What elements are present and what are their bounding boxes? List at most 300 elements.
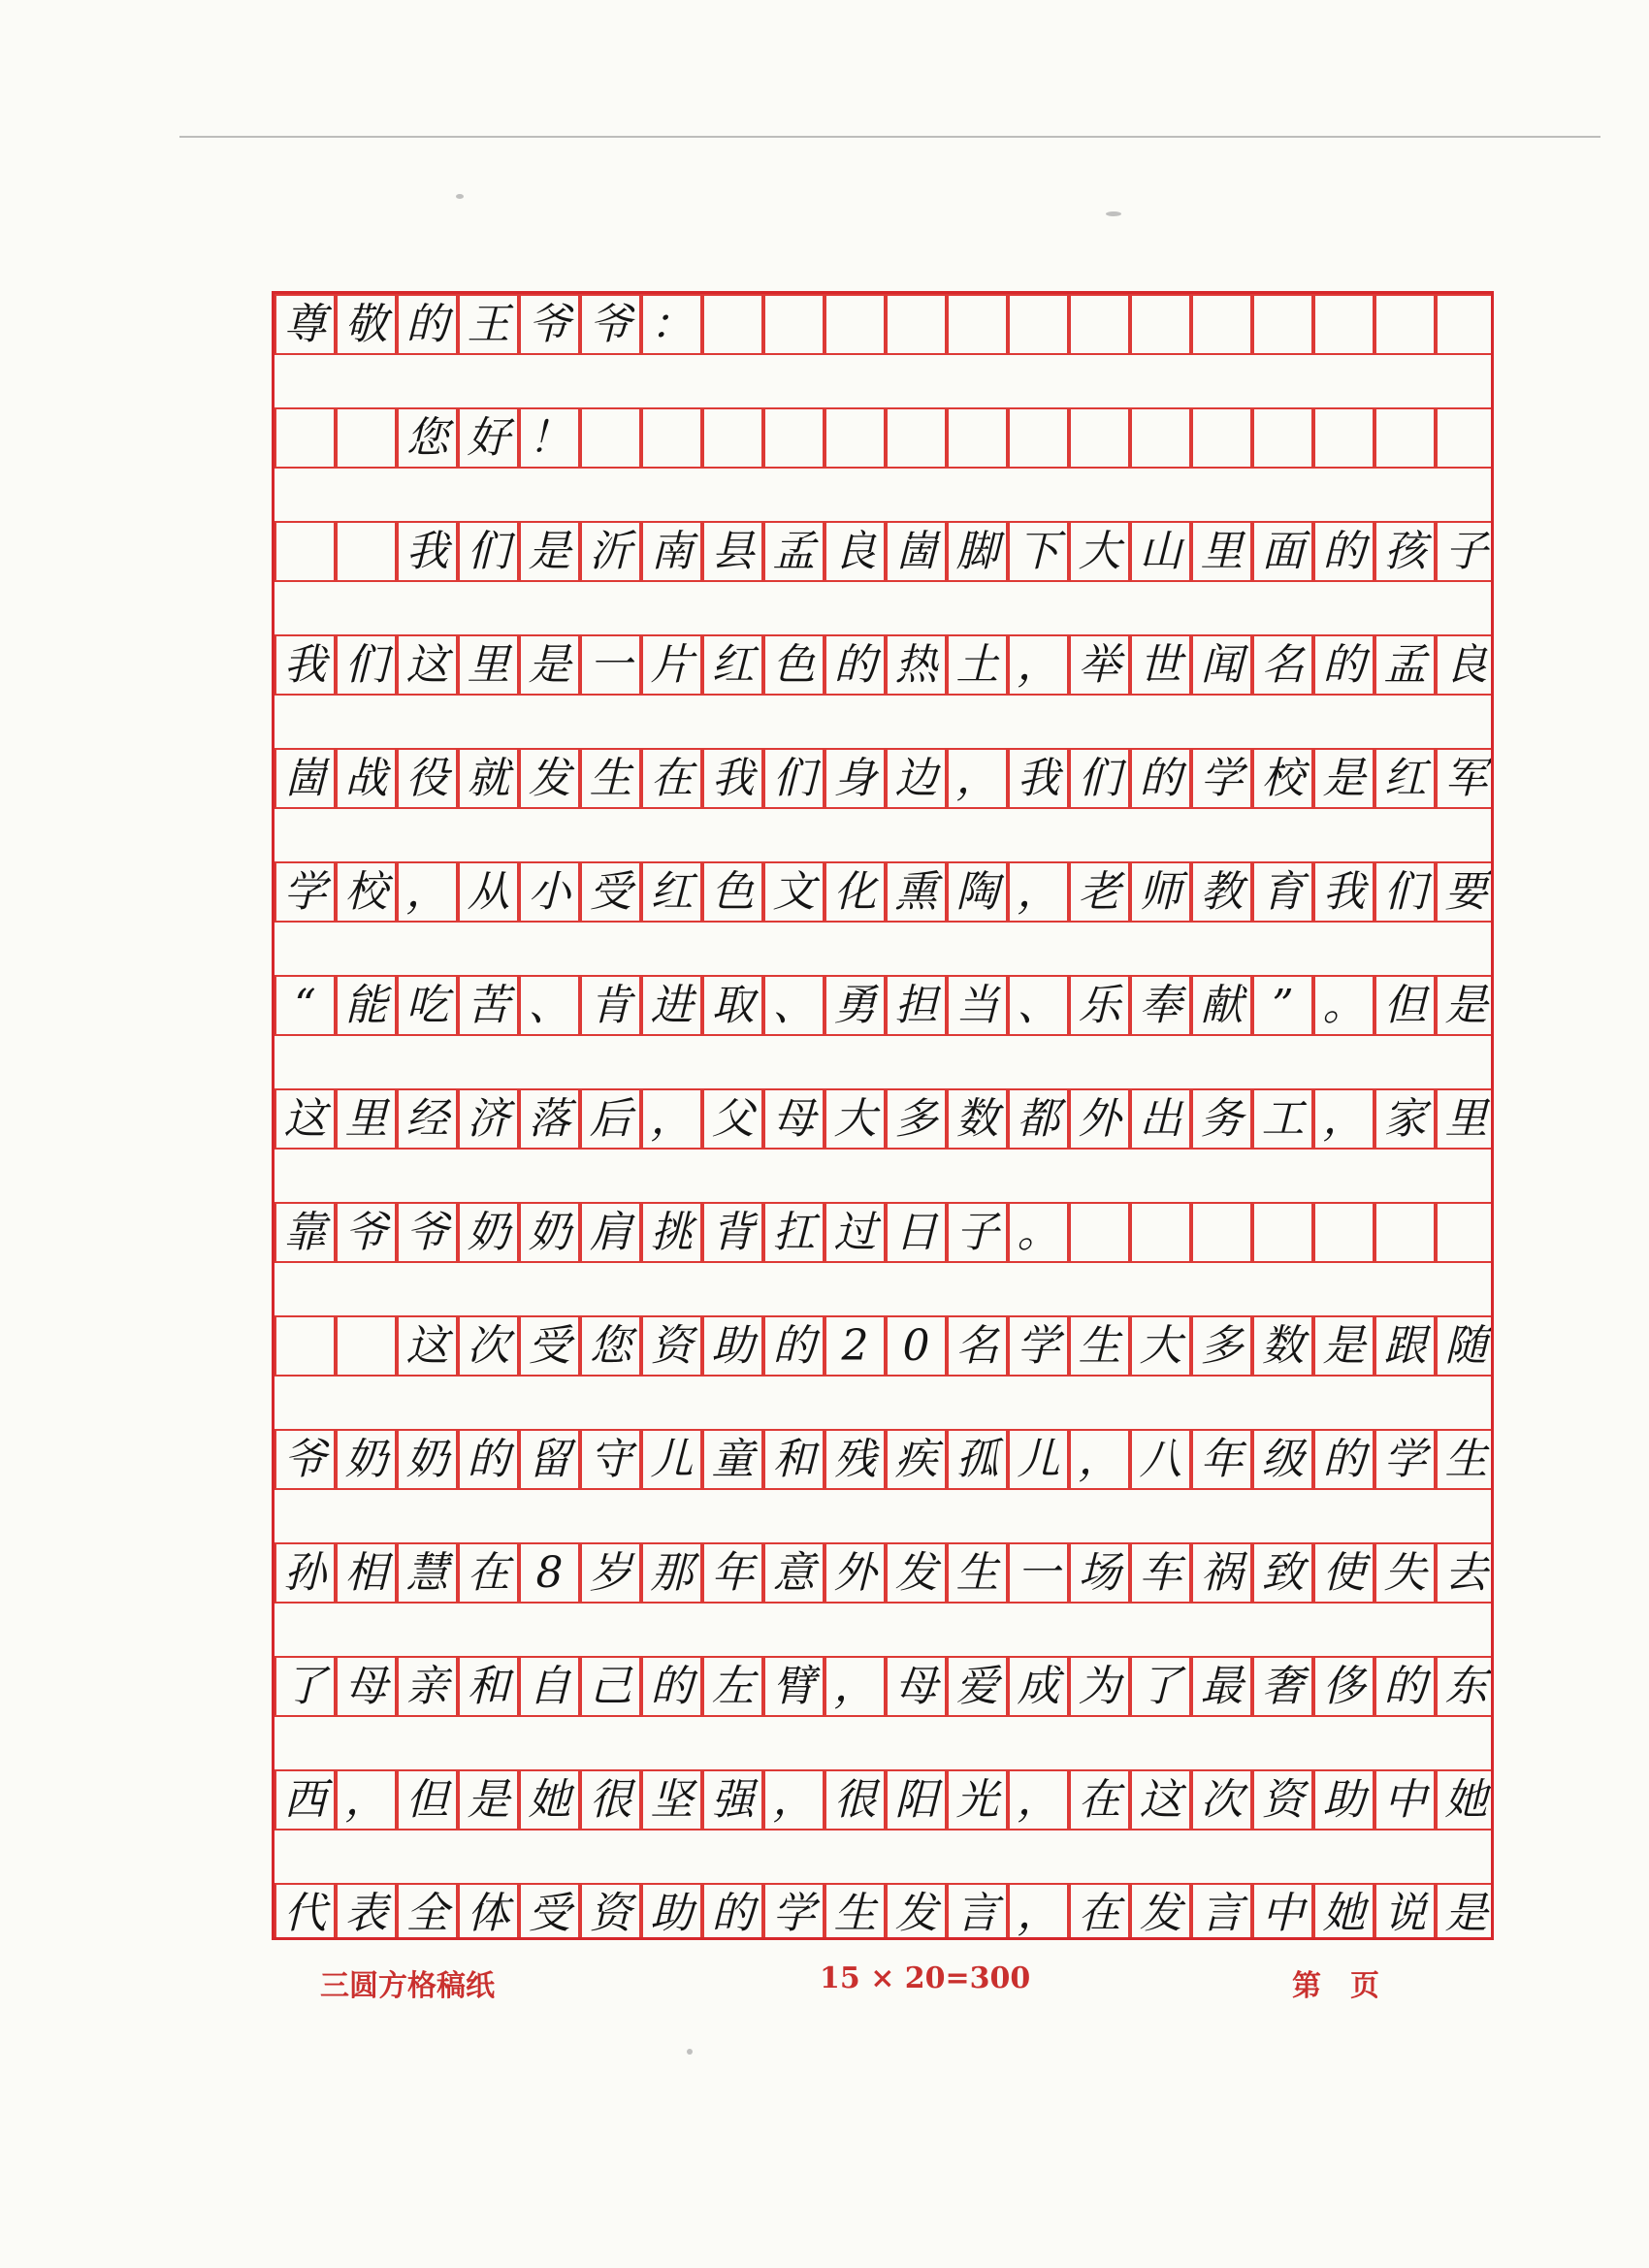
grid-cell [886, 407, 947, 469]
grid-cell: 文 [763, 861, 824, 923]
grid-cell: 名 [1252, 634, 1313, 696]
grid-cell: 的 [763, 1315, 824, 1377]
grid-cell: 勇 [824, 975, 886, 1036]
grid-cell: 、 [763, 975, 824, 1036]
grid-cell: 了 [1130, 1656, 1191, 1717]
grid-cell: 红 [641, 861, 702, 923]
grid-cell: ， [1069, 1429, 1130, 1490]
grid-cell: 中 [1252, 1883, 1313, 1940]
grid-cell: 孤 [947, 1429, 1008, 1490]
grid-cell: 失 [1374, 1542, 1436, 1604]
grid-cell [1069, 407, 1130, 469]
grid-cell: 化 [824, 861, 886, 923]
grid-cell: 学 [1374, 1429, 1436, 1490]
grid-cell: 臂 [763, 1656, 824, 1717]
grid-cell: ， [1008, 861, 1069, 923]
grid-spec-label: 15 × 20=300 [820, 1961, 1031, 1995]
grid-cell: 言 [1191, 1883, 1252, 1940]
grid-cell: 守 [580, 1429, 641, 1490]
grid-cell: 身 [824, 748, 886, 809]
grid-cell: 苦 [458, 975, 519, 1036]
grid-cell: 相 [336, 1542, 397, 1604]
grid-cell [1313, 407, 1374, 469]
grid-cell: 侈 [1313, 1656, 1374, 1717]
grid-cell: 她 [1313, 1883, 1374, 1940]
grid-cell: 要 [1436, 861, 1494, 923]
grid-cell: 、 [519, 975, 580, 1036]
grid-cell: 祸 [1191, 1542, 1252, 1604]
grid-cell: 生 [1436, 1429, 1494, 1490]
grid-cell: ！ [519, 407, 580, 469]
grid-cell: 爱 [947, 1656, 1008, 1717]
grid-cell: 孙 [275, 1542, 336, 1604]
grid-cell: 生 [1069, 1315, 1130, 1377]
grid-cell: 育 [1252, 861, 1313, 923]
grid-cell: 是 [519, 521, 580, 582]
grid-cell: 崮 [275, 748, 336, 809]
grid-cell: 热 [886, 634, 947, 696]
grid-cell: 很 [824, 1769, 886, 1831]
grid-cell: 们 [1069, 748, 1130, 809]
grid-cell: 色 [702, 861, 763, 923]
grid-cell: 爷 [580, 294, 641, 355]
grid-cell: 敬 [336, 294, 397, 355]
grid-cell: 级 [1252, 1429, 1313, 1490]
grid-cell: 奶 [397, 1429, 458, 1490]
grid-cell [1069, 294, 1130, 355]
grid-cell: 多 [886, 1088, 947, 1150]
grid-cell: 尊 [275, 294, 336, 355]
grid-cell: 西 [275, 1769, 336, 1831]
grid-cell: ， [336, 1769, 397, 1831]
grid-cell: 她 [1436, 1769, 1494, 1831]
grid-cell: 边 [886, 748, 947, 809]
grid-cell [1374, 294, 1436, 355]
grid-cell: 跟 [1374, 1315, 1436, 1377]
grid-cell: 校 [336, 861, 397, 923]
grid-cell: 后 [580, 1088, 641, 1150]
grid-cell [1130, 407, 1191, 469]
grid-cell: 助 [641, 1883, 702, 1940]
grid-cell: 王 [458, 294, 519, 355]
grid-cell: 孩 [1374, 521, 1436, 582]
grid-cell: 慧 [397, 1542, 458, 1604]
grid-cell [580, 407, 641, 469]
grid-cell: 务 [1191, 1088, 1252, 1150]
grid-cell: 孟 [763, 521, 824, 582]
grid-cell: 随 [1436, 1315, 1494, 1377]
grid-cell: 资 [641, 1315, 702, 1377]
grid-cell: 数 [1252, 1315, 1313, 1377]
grid-cell: 肩 [580, 1202, 641, 1263]
grid-cell: 奶 [458, 1202, 519, 1263]
grid-cell: 这 [397, 634, 458, 696]
grid-cell: 落 [519, 1088, 580, 1150]
grid-cell: 场 [1069, 1542, 1130, 1604]
grid-cell: 强 [702, 1769, 763, 1831]
grid-cell: 说 [1374, 1883, 1436, 1940]
scan-top-edge [179, 136, 1600, 138]
grid-cell: 的 [1313, 634, 1374, 696]
scan-speck [687, 2049, 693, 2055]
manuscript-grid [272, 291, 1494, 1940]
grid-cell: 8 [519, 1542, 580, 1604]
grid-cell: 发 [1130, 1883, 1191, 1940]
grid-cell: 年 [702, 1542, 763, 1604]
grid-cell: 的 [824, 634, 886, 696]
grid-cell [763, 294, 824, 355]
grid-cell: 亲 [397, 1656, 458, 1717]
grid-cell: 良 [824, 521, 886, 582]
grid-cell: 您 [397, 407, 458, 469]
grid-cell [1436, 1202, 1494, 1263]
grid-cell: 子 [947, 1202, 1008, 1263]
grid-cell [886, 294, 947, 355]
grid-cell: 和 [763, 1429, 824, 1490]
grid-cell: 世 [1130, 634, 1191, 696]
grid-cell: 老 [1069, 861, 1130, 923]
grid-cell: 、 [1008, 975, 1069, 1036]
grid-cell: “ [275, 975, 336, 1036]
grid-cell: 是 [1436, 975, 1494, 1036]
grid-cell: 儿 [641, 1429, 702, 1490]
grid-cell: 闻 [1191, 634, 1252, 696]
grid-cell: ， [1008, 634, 1069, 696]
grid-cell: 挑 [641, 1202, 702, 1263]
grid-cell: ” [1252, 975, 1313, 1036]
grid-cell: 使 [1313, 1542, 1374, 1604]
grid-cell: 教 [1191, 861, 1252, 923]
grid-cell: 出 [1130, 1088, 1191, 1150]
grid-cell: 是 [1313, 748, 1374, 809]
grid-cell: 取 [702, 975, 763, 1036]
grid-cell: 一 [1008, 1542, 1069, 1604]
grid-cell: 这 [397, 1315, 458, 1377]
grid-cell: 在 [458, 1542, 519, 1604]
grid-cell: 红 [702, 634, 763, 696]
grid-cell: 里 [1436, 1088, 1494, 1150]
grid-cell: 就 [458, 748, 519, 809]
grid-cell: 校 [1252, 748, 1313, 809]
grid-cell: 名 [947, 1315, 1008, 1377]
grid-cell: 扛 [763, 1202, 824, 1263]
grid-cell: 发 [519, 748, 580, 809]
grid-cell [336, 1315, 397, 1377]
grid-cell: 学 [1008, 1315, 1069, 1377]
grid-cell: 里 [336, 1088, 397, 1150]
grid-cell: 2 [824, 1315, 886, 1377]
grid-cell: 母 [763, 1088, 824, 1150]
grid-cell: 举 [1069, 634, 1130, 696]
grid-cell [1008, 407, 1069, 469]
grid-cell: 很 [580, 1769, 641, 1831]
grid-cell: 的 [1130, 748, 1191, 809]
grid-cell: 工 [1252, 1088, 1313, 1150]
grid-cell: 能 [336, 975, 397, 1036]
grid-cell: 己 [580, 1656, 641, 1717]
grid-cell: 里 [1191, 521, 1252, 582]
grid-cell: 我 [275, 634, 336, 696]
grid-cell: 次 [1191, 1769, 1252, 1831]
grid-cell [1069, 1202, 1130, 1263]
grid-cell [947, 294, 1008, 355]
grid-cell: 奶 [336, 1429, 397, 1490]
grid-cell: 大 [1069, 521, 1130, 582]
grid-cell: 爷 [397, 1202, 458, 1263]
grid-cell: 自 [519, 1656, 580, 1717]
grid-cell: 受 [519, 1883, 580, 1940]
grid-cell: 体 [458, 1883, 519, 1940]
grid-cell: 母 [886, 1656, 947, 1717]
grid-cell [1436, 294, 1494, 355]
grid-cell: 的 [641, 1656, 702, 1717]
grid-cell: 我 [1008, 748, 1069, 809]
grid-cell: 那 [641, 1542, 702, 1604]
grid-cell: 助 [702, 1315, 763, 1377]
grid-cell [702, 294, 763, 355]
grid-cell: 日 [886, 1202, 947, 1263]
grid-cell: 母 [336, 1656, 397, 1717]
grid-cell: 担 [886, 975, 947, 1036]
grid-cell: 沂 [580, 521, 641, 582]
grid-cell: 靠 [275, 1202, 336, 1263]
grid-cell: 战 [336, 748, 397, 809]
paper-name-label: 三圆方格稿纸 [320, 1969, 495, 2003]
grid-cell: 背 [702, 1202, 763, 1263]
grid-cell: 助 [1313, 1769, 1374, 1831]
grid-cell: 车 [1130, 1542, 1191, 1604]
grid-cell [1436, 407, 1494, 469]
grid-cell: 儿 [1008, 1429, 1069, 1490]
grid-cell: ， [947, 748, 1008, 809]
grid-cell: 外 [824, 1542, 886, 1604]
grid-cell: 年 [1191, 1429, 1252, 1490]
grid-cell: 是 [1436, 1883, 1494, 1940]
grid-cell [336, 407, 397, 469]
grid-cell: 过 [824, 1202, 886, 1263]
grid-cell: 生 [947, 1542, 1008, 1604]
grid-cell: 役 [397, 748, 458, 809]
grid-cell: 光 [947, 1769, 1008, 1831]
grid-cell: 爷 [275, 1429, 336, 1490]
grid-cell: 面 [1252, 521, 1313, 582]
grid-cell: 奉 [1130, 975, 1191, 1036]
grid-cell: 了 [275, 1656, 336, 1717]
grid-cell: 当 [947, 975, 1008, 1036]
grid-cell: 是 [519, 634, 580, 696]
grid-cell: 师 [1130, 861, 1191, 923]
grid-cell: 全 [397, 1883, 458, 1940]
grid-cell [1252, 1202, 1313, 1263]
grid-cell: 和 [458, 1656, 519, 1717]
grid-cell: 东 [1436, 1656, 1494, 1717]
grid-cell: 意 [763, 1542, 824, 1604]
grid-cell: 资 [580, 1883, 641, 1940]
grid-cell: ， [1008, 1883, 1069, 1940]
grid-cell [336, 521, 397, 582]
grid-cell [702, 407, 763, 469]
grid-cell: 学 [1191, 748, 1252, 809]
grid-cell [1252, 294, 1313, 355]
grid-cell [275, 407, 336, 469]
grid-cell: 最 [1191, 1656, 1252, 1717]
grid-cell: 军 [1436, 748, 1494, 809]
grid-cell: ， [1008, 1769, 1069, 1831]
grid-cell: 发 [886, 1542, 947, 1604]
grid-cell: 在 [641, 748, 702, 809]
grid-cell: 。 [1313, 975, 1374, 1036]
grid-cell: 经 [397, 1088, 458, 1150]
scan-speck [1106, 211, 1121, 216]
grid-cell: 表 [336, 1883, 397, 1940]
grid-cell: 生 [580, 748, 641, 809]
grid-cell: 大 [824, 1088, 886, 1150]
grid-cell: 残 [824, 1429, 886, 1490]
grid-cell: 八 [1130, 1429, 1191, 1490]
grid-cell: 去 [1436, 1542, 1494, 1604]
grid-cell: 童 [702, 1429, 763, 1490]
grid-cell: 县 [702, 521, 763, 582]
grid-cell: 小 [519, 861, 580, 923]
grid-cell: 片 [641, 634, 702, 696]
grid-cell: 受 [519, 1315, 580, 1377]
grid-cell [641, 407, 702, 469]
grid-cell: 您 [580, 1315, 641, 1377]
grid-cell: 外 [1069, 1088, 1130, 1150]
grid-cell: 的 [397, 294, 458, 355]
grid-cell: 乐 [1069, 975, 1130, 1036]
grid-cell [1191, 294, 1252, 355]
grid-cell: 们 [1374, 861, 1436, 923]
grid-cell: 们 [763, 748, 824, 809]
grid-cell: 红 [1374, 748, 1436, 809]
grid-cell: 成 [1008, 1656, 1069, 1717]
grid-cell: 多 [1191, 1315, 1252, 1377]
grid-cell: 奢 [1252, 1656, 1313, 1717]
grid-cell [1374, 407, 1436, 469]
grid-cell: 左 [702, 1656, 763, 1717]
grid-cell: 致 [1252, 1542, 1313, 1604]
grid-cell: 生 [824, 1883, 886, 1940]
grid-cell: 崮 [886, 521, 947, 582]
grid-cell: 代 [275, 1883, 336, 1940]
grid-cell: 学 [275, 861, 336, 923]
grid-cell: 中 [1374, 1769, 1436, 1831]
grid-cell: 济 [458, 1088, 519, 1150]
grid-cell: ， [641, 1088, 702, 1150]
grid-cell: 我 [1313, 861, 1374, 923]
grid-cell [1191, 1202, 1252, 1263]
grid-cell: 奶 [519, 1202, 580, 1263]
grid-cell: 的 [1313, 521, 1374, 582]
grid-cell: 一 [580, 634, 641, 696]
page-number-label: 第 页 [1292, 1969, 1379, 2003]
grid-cell: 学 [763, 1883, 824, 1940]
grid-cell [275, 521, 336, 582]
grid-cell: ： [641, 294, 702, 355]
grid-cell: 脚 [947, 521, 1008, 582]
grid-cell [763, 407, 824, 469]
grid-cell: 大 [1130, 1315, 1191, 1377]
grid-cell: 孟 [1374, 634, 1436, 696]
scan-speck [456, 194, 464, 199]
grid-cell: 色 [763, 634, 824, 696]
grid-cell: ， [824, 1656, 886, 1717]
grid-cell: 数 [947, 1088, 1008, 1150]
grid-cell: 进 [641, 975, 702, 1036]
grid-cell: 0 [886, 1315, 947, 1377]
grid-cell: 是 [1313, 1315, 1374, 1377]
grid-cell: 我 [397, 521, 458, 582]
grid-cell [1313, 294, 1374, 355]
grid-cell [1191, 407, 1252, 469]
grid-cell: 家 [1374, 1088, 1436, 1150]
grid-cell: 熏 [886, 861, 947, 923]
grid-cell: 资 [1252, 1769, 1313, 1831]
grid-cell: 为 [1069, 1656, 1130, 1717]
grid-cell: 发 [886, 1883, 947, 1940]
grid-cell: 言 [947, 1883, 1008, 1940]
grid-cell: 的 [702, 1883, 763, 1940]
grid-cell: 里 [458, 634, 519, 696]
grid-cell [1130, 1202, 1191, 1263]
grid-cell: 爷 [336, 1202, 397, 1263]
grid-cell: 我 [702, 748, 763, 809]
grid-cell [1374, 1202, 1436, 1263]
grid-cell: 爷 [519, 294, 580, 355]
grid-cell [824, 294, 886, 355]
grid-cell: 父 [702, 1088, 763, 1150]
grid-cell [1130, 294, 1191, 355]
grid-cell: 岁 [580, 1542, 641, 1604]
grid-cell: 次 [458, 1315, 519, 1377]
grid-cell: 肯 [580, 975, 641, 1036]
grid-cell: 南 [641, 521, 702, 582]
grid-cell: 她 [519, 1769, 580, 1831]
grid-cell [275, 1315, 336, 1377]
grid-cell: 们 [336, 634, 397, 696]
grid-cell: 受 [580, 861, 641, 923]
grid-cell: 阳 [886, 1769, 947, 1831]
grid-cell: 。 [1008, 1202, 1069, 1263]
grid-cell [1008, 294, 1069, 355]
grid-cell: 这 [1130, 1769, 1191, 1831]
grid-cell: 是 [458, 1769, 519, 1831]
grid-cell: 好 [458, 407, 519, 469]
grid-cell [1313, 1202, 1374, 1263]
grid-cell: 下 [1008, 521, 1069, 582]
grid-cell: 坚 [641, 1769, 702, 1831]
grid-cell: 从 [458, 861, 519, 923]
grid-cell: 留 [519, 1429, 580, 1490]
grid-cell: 在 [1069, 1769, 1130, 1831]
grid-cell: 在 [1069, 1883, 1130, 1940]
grid-cell: ， [763, 1769, 824, 1831]
grid-cell: 陶 [947, 861, 1008, 923]
grid-cell: 的 [458, 1429, 519, 1490]
grid-cell [1252, 407, 1313, 469]
grid-cell: 的 [1313, 1429, 1374, 1490]
grid-cell [824, 407, 886, 469]
grid-cell: 良 [1436, 634, 1494, 696]
grid-cell: 这 [275, 1088, 336, 1150]
grid-cell: 的 [1374, 1656, 1436, 1717]
grid-cell: 吃 [397, 975, 458, 1036]
grid-cell: 山 [1130, 521, 1191, 582]
grid-cell: 土 [947, 634, 1008, 696]
grid-cell: 献 [1191, 975, 1252, 1036]
grid-cell: 们 [458, 521, 519, 582]
